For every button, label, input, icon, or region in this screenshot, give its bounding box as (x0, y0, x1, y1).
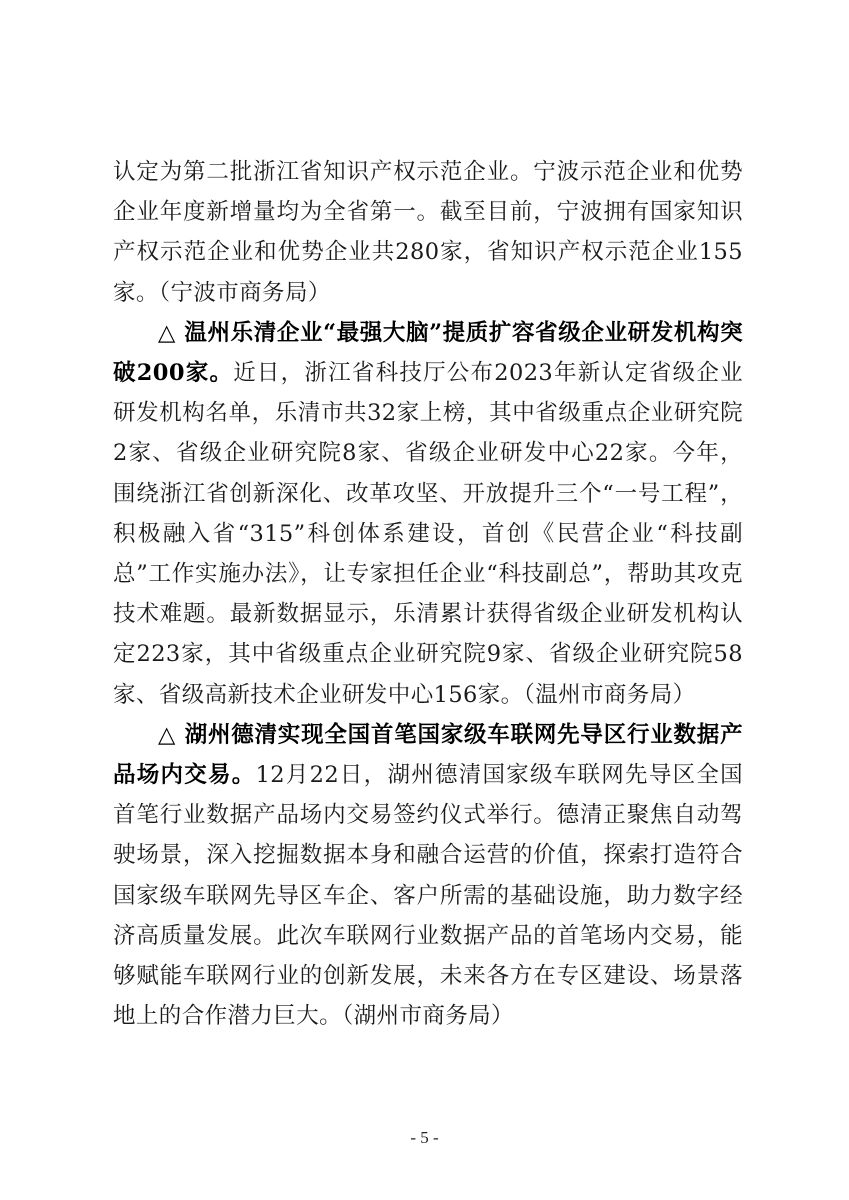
page-number: - 5 - (410, 1128, 439, 1147)
paragraph-huzhou-deqing (113, 715, 743, 1037)
paragraph-wenzhou-leqing (113, 313, 743, 715)
paragraph-body: 12月22日，湖州德清国家级车联网先导区全国首笔行业数据产品场内交易签约仪式举行。德清正聚焦自动驾驶场景，深入挖掘数据本身和融合运营的价值，探索打造符合国家级车联网先导区车企、客户所需的基础设施，助力数字经济高质量发展。此次车联网行业数据产品的首笔场内交易，能够赋能车联网行业的创新发展，未来各方在专区建设、场景落地上的合作潜力巨大。（湖州市商务局） (113, 762, 744, 1030)
document-body (113, 152, 743, 1036)
paragraph-headline: △ 湖州德清实现全国首笔国家级车联网先导区行业数据产品场内交易。 (113, 721, 743, 789)
paragraph-body: 近日，浙江省科技厅公布2023年新认定省级企业研发机构名单，乐清市共32家上榜，其中省级重点企业研究院2家、省级企业研究院8家、省级企业研发中心22家。今年，围绕浙江省创新深化、改革攻坚、开放提升三个“一号工程”，积极融入省“315”科创体系建设，首创《民营企业“科技副总”工作实施办法》，让专家担任企业“科技副总”，帮助其攻克技术难题。最新数据显示，乐清累计获得省级企业研发机构认定223家，其中省级重点企业研究院9家、省级企业研究院58家、省级高新技术企业研发中心156家。（温州市商务局） (113, 360, 743, 708)
paragraph-body: 认定为第二批浙江省知识产权示范企业。宁波示范企业和优势企业年度新增量均为全省第一。截至目前，宁波拥有国家知识产权示范企业和优势企业共280家，省知识产权示范企业155家。（宁波市商务局） (113, 159, 743, 306)
paragraph-headline: △ 温州乐清企业“最强大脑”提质扩容省级企业研发机构突破200家。 (113, 319, 743, 387)
paragraph-ningbo-continuation (113, 152, 743, 313)
